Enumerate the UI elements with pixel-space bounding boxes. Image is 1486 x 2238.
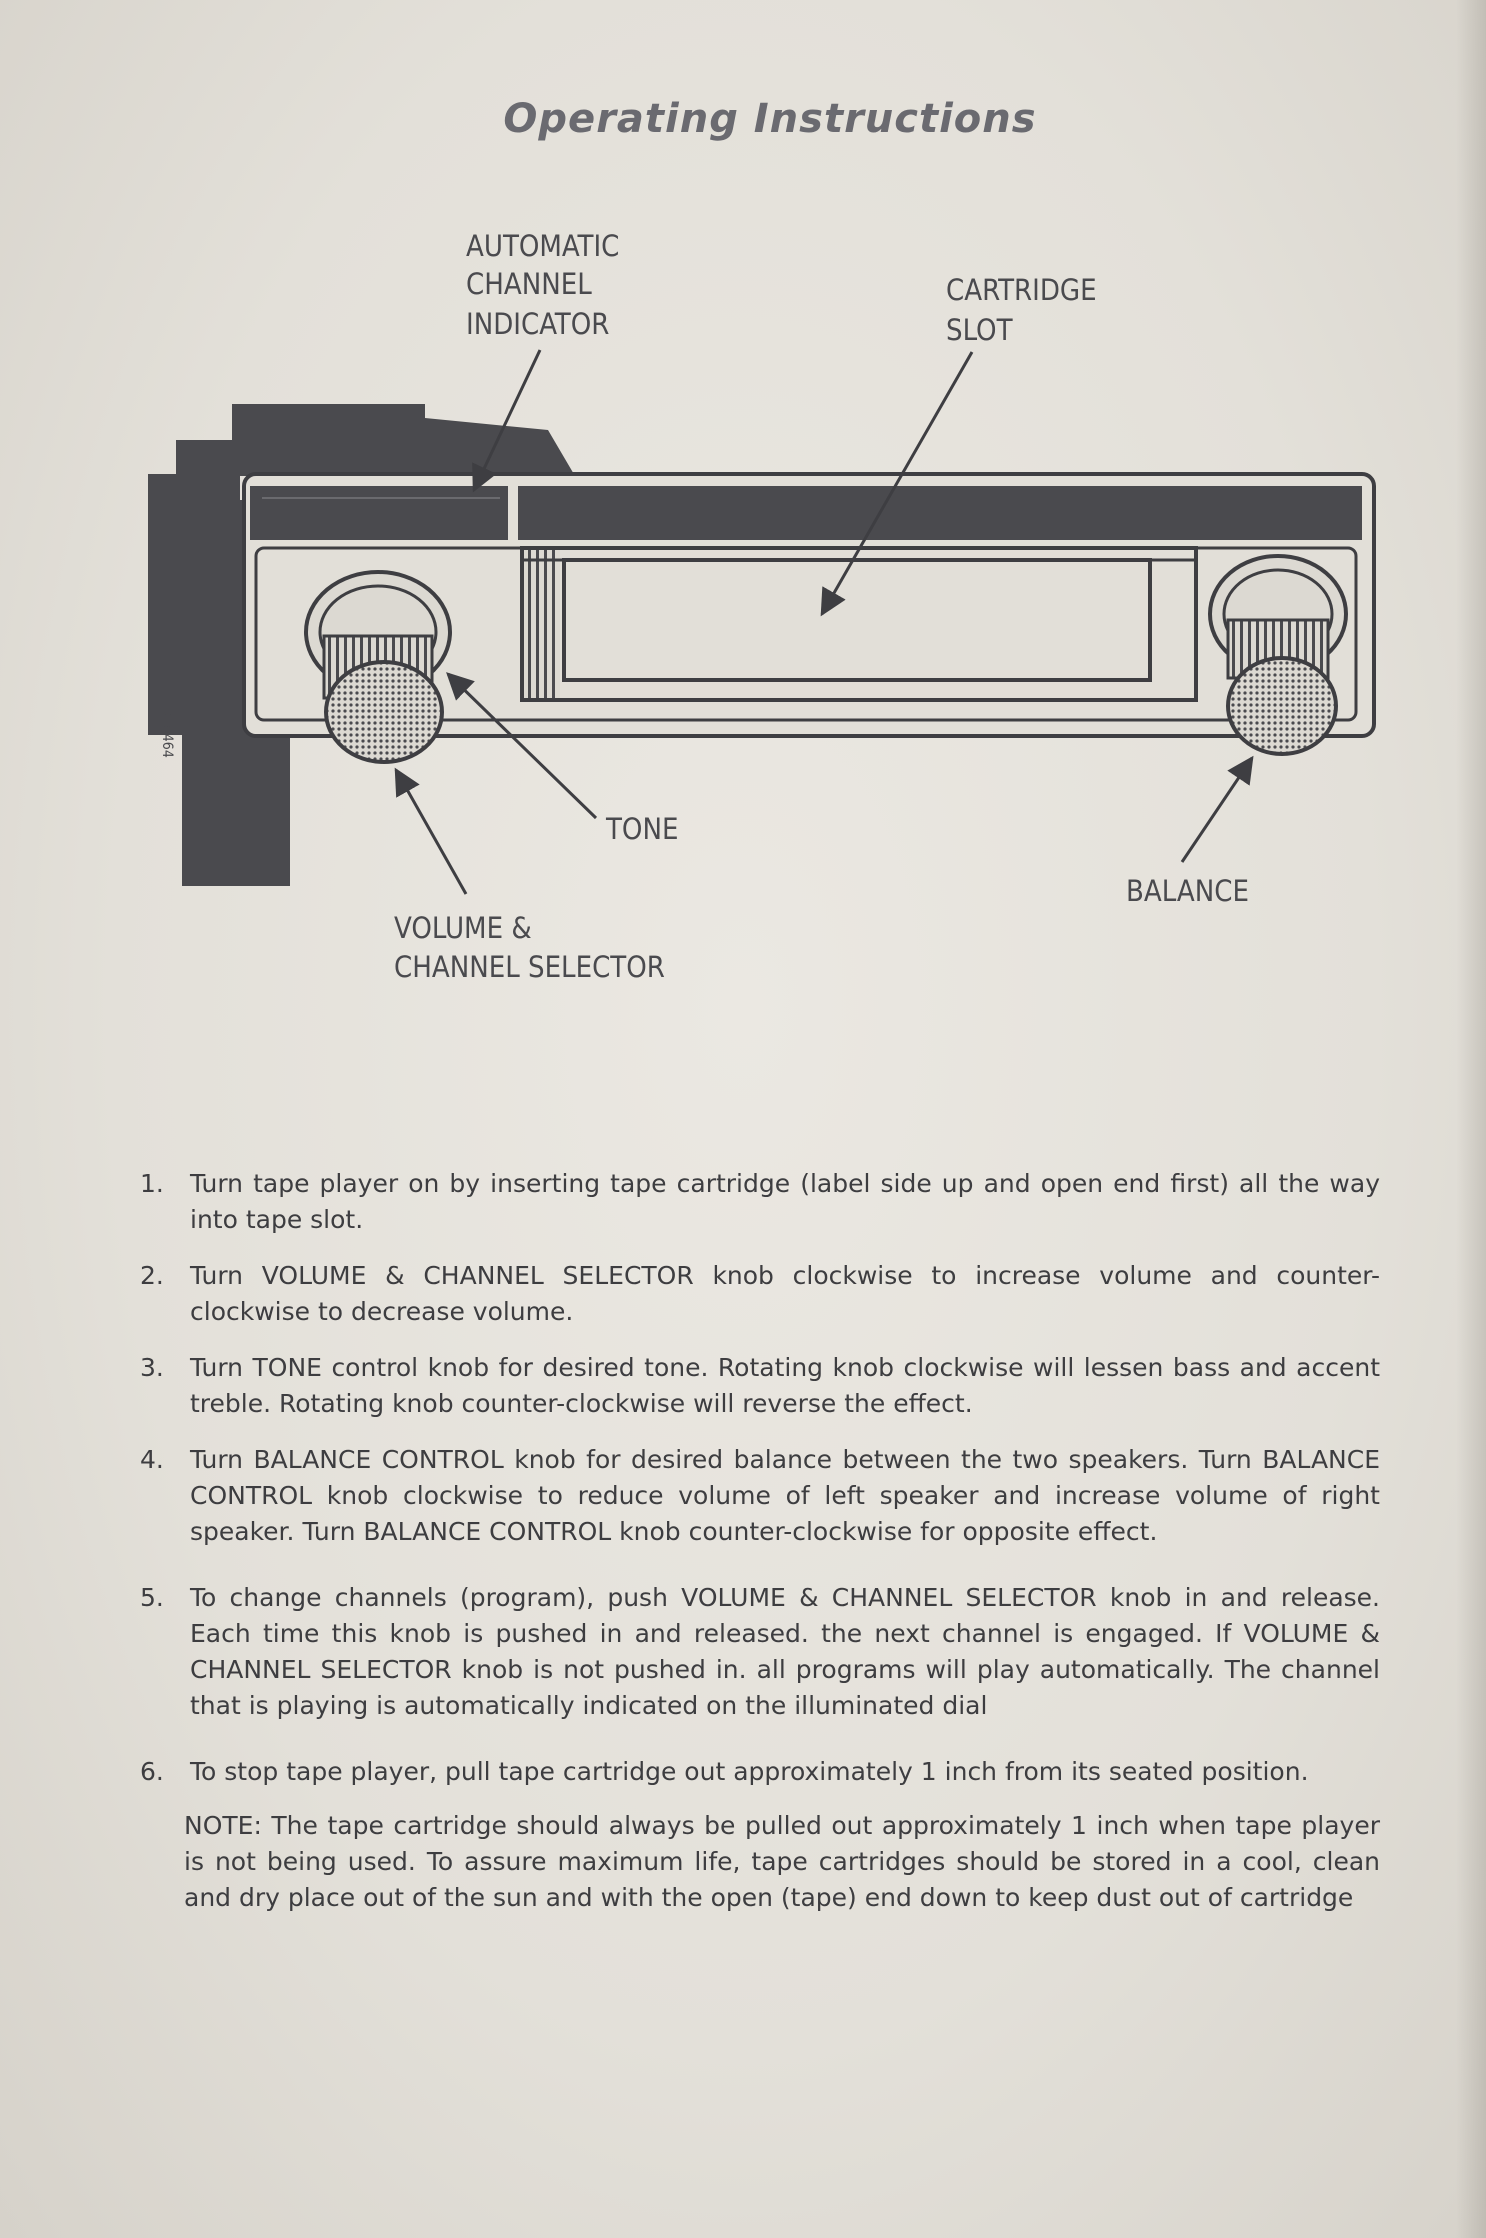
instruction-number: 4. xyxy=(140,1445,164,1474)
label-indicator: INDICATOR xyxy=(466,307,610,341)
balance-knob[interactable] xyxy=(1210,556,1346,754)
label-channel-selector: CHANNEL SELECTOR xyxy=(394,950,665,984)
instruction-text: To stop tape player, pull tape cartridge out approximately 1 inch from its seated position. xyxy=(190,1757,1309,1786)
channel-indicator-strip xyxy=(250,486,1362,540)
label-volume: VOLUME & xyxy=(394,911,532,945)
care-note: NOTE: The tape cartridge should always be pulled out approximately 1 inch when tape player is not being used. To assure maximum life, tape cartridges should be stored in a cool, clean and dry place out of the sun and with the open (tape) end down to keep dust out of cartridge xyxy=(184,1811,1380,1912)
instruction-text: Turn VOLUME & CHANNEL SELECTOR knob clockwise to increase volume and counter-clockwise to decrease volume. xyxy=(190,1261,1380,1326)
part-code: AB-464 xyxy=(159,712,175,758)
instruction-4 xyxy=(140,1442,1380,1550)
instruction-5 xyxy=(140,1580,1380,1724)
label-cartridge: CARTRIDGE xyxy=(946,273,1097,307)
page-title: Operating Instructions xyxy=(503,96,1037,142)
instruction-number: 2. xyxy=(140,1261,164,1290)
label-balance: BALANCE xyxy=(1126,874,1249,908)
instruction-text: Turn tape player on by inserting tape cartridge (label side up and open end first) all the way into tape slot. xyxy=(190,1169,1380,1234)
label-tone: TONE xyxy=(606,812,679,846)
instruction-2 xyxy=(140,1258,1380,1330)
instruction-3 xyxy=(140,1350,1380,1422)
instruction-text: To change channels (program), push VOLUME & CHANNEL SELECTOR knob in and release. Each time this knob is pushed in and released. the next channel is engaged. If VOLUME & CHANNEL SELECTOR knob is not pushed in. all programs will play automatically. The channel that is playing is automatically indicated on the illuminated dial xyxy=(190,1583,1380,1720)
instruction-text: Turn BALANCE CONTROL knob for desired balance between the two speakers. Turn BALANCE CONTROL knob clockwise to reduce volume of left speaker and increase volume of right speaker. Turn BALANCE CONTROL knob counter-clockwise for opposite effect. xyxy=(190,1445,1380,1546)
instruction-1 xyxy=(140,1166,1380,1238)
instruction-number: 3. xyxy=(140,1353,164,1382)
label-automatic: AUTOMATIC xyxy=(466,229,620,263)
instruction-text: Turn TONE control knob for desired tone. Rotating knob clockwise will lessen bass and accent treble. Rotating knob counter-clockwise will reverse the effect. xyxy=(190,1353,1380,1418)
instruction-number: 1. xyxy=(140,1169,164,1198)
instruction-number: 5. xyxy=(140,1583,164,1612)
tape-player-diagram xyxy=(0,0,1486,1040)
balance-pointer xyxy=(1182,758,1252,862)
label-channel: CHANNEL xyxy=(466,267,592,301)
label-slot: SLOT xyxy=(946,313,1013,347)
instruction-6 xyxy=(140,1754,1380,1790)
instructions-list xyxy=(140,1166,1380,1916)
volume-pointer xyxy=(396,770,466,894)
instruction-number: 6. xyxy=(140,1757,164,1786)
